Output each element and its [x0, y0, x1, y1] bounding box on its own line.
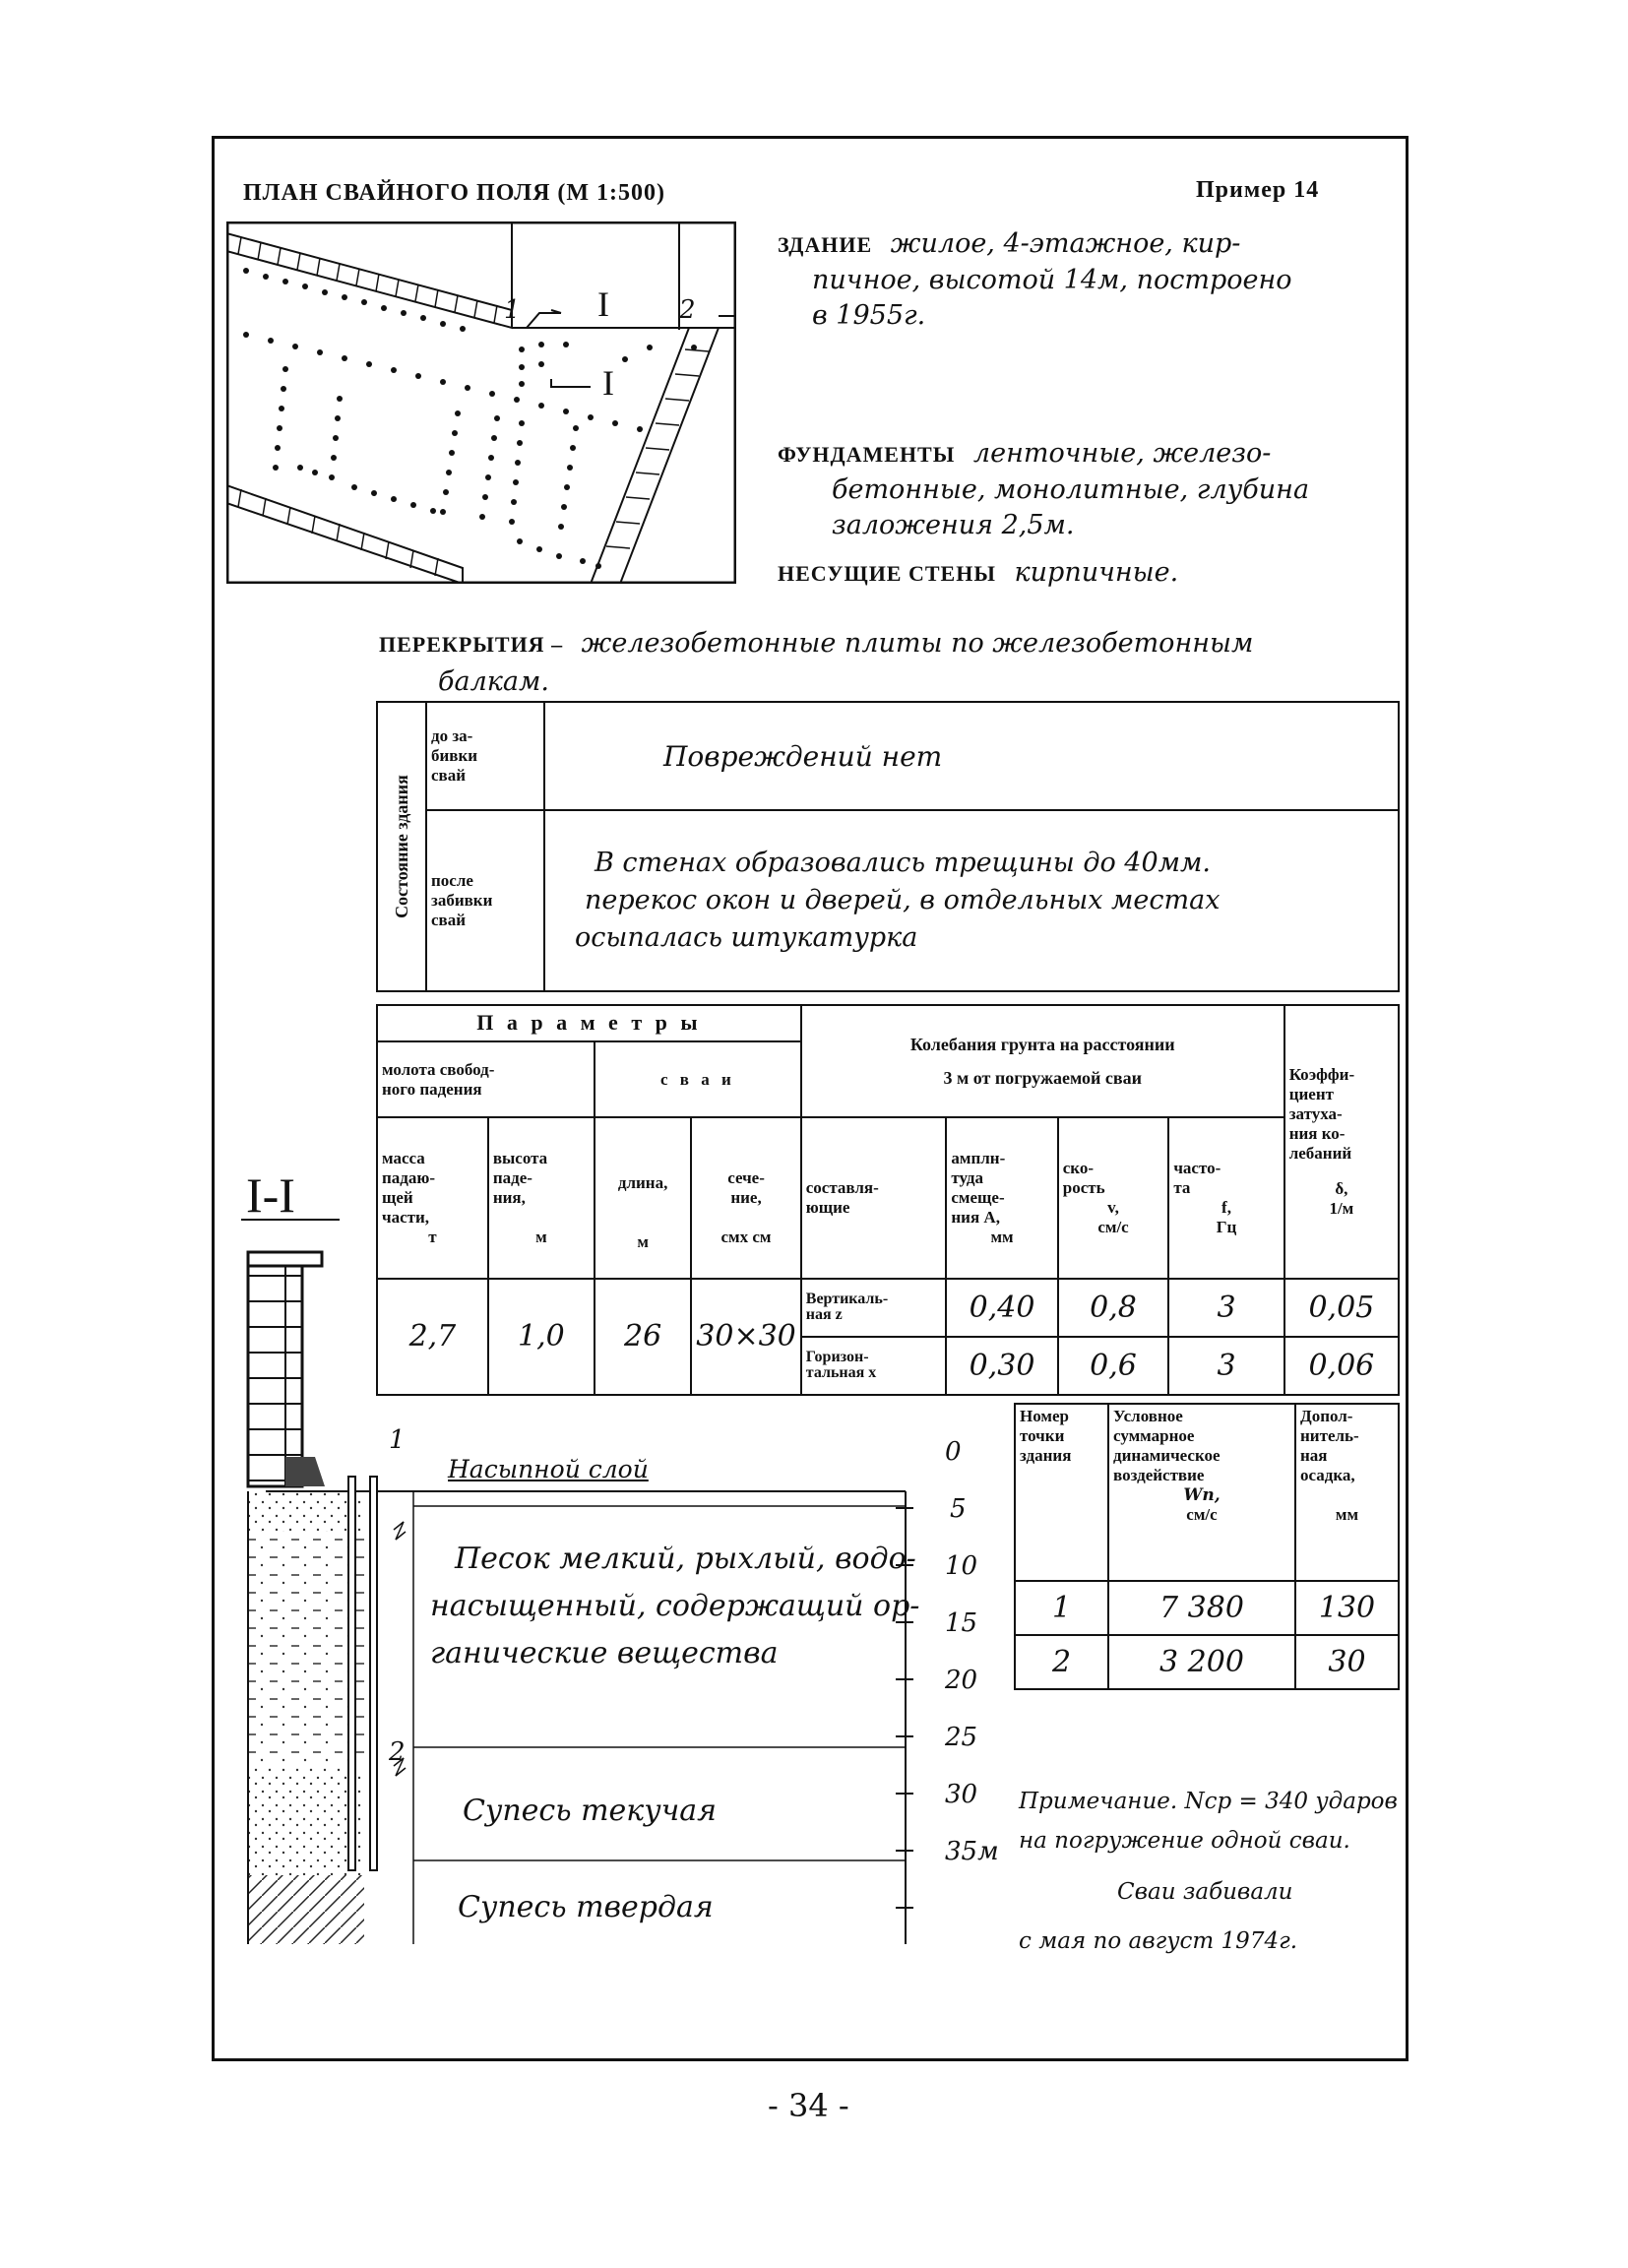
building-label: ЗДАНИЕ — [778, 232, 873, 257]
col-mass-unit: т — [428, 1227, 437, 1246]
hammer-header-line-1: молота свобод- — [382, 1059, 495, 1079]
after-text-line-3: осыпалась штукатурка — [575, 922, 918, 953]
note-line-2: на погружение одной сваи. — [1019, 1828, 1350, 1854]
length-value: 26 — [595, 1279, 691, 1395]
col-ampl-line-1: амплн- — [951, 1148, 1006, 1167]
layer-fill: Насыпной слой — [448, 1455, 649, 1483]
col-speed-line-2: рость — [1062, 1177, 1105, 1197]
col-settle-line-2: нитель- — [1300, 1426, 1359, 1445]
col-section-line-1: сече- — [727, 1167, 765, 1187]
building-text-2: пичное, высотой 14м, построено — [812, 265, 1292, 295]
layer-solid-sandy-loam: Супесь твердая — [458, 1890, 714, 1924]
col-impact-line-2: суммарное — [1113, 1426, 1195, 1445]
col-mass-line-4: части, — [382, 1207, 430, 1227]
col-ampl-line-3: смеще- — [951, 1187, 1005, 1207]
section-value: 30×30 — [691, 1279, 800, 1395]
foundations-text-2: бетонные, монолитные, глубина — [832, 474, 1310, 505]
before-label-line-2: бивки — [431, 746, 478, 765]
speed-horizontal: 0,6 — [1058, 1337, 1169, 1395]
walls-label: НЕСУЩИЕ СТЕНЫ — [778, 561, 996, 586]
comp-vertical-line-2: ная z — [805, 1306, 843, 1324]
col-impact-symbol: Wп, — [1183, 1485, 1221, 1505]
comp-horizontal-line-1: Горизон- — [805, 1349, 869, 1366]
col-section-line-2: ние, — [730, 1187, 762, 1207]
impact-point-1: 1 — [1015, 1581, 1108, 1635]
col-height-unit: м — [535, 1227, 547, 1246]
condition-after-text — [544, 810, 1399, 991]
col-height-line-2: паде- — [492, 1167, 532, 1187]
foundations-label: ФУНДАМЕНТЫ — [778, 442, 956, 467]
col-mass-line-3: щей — [382, 1187, 413, 1207]
note-line-1: Примечание. Nср = 340 ударов — [1019, 1789, 1398, 1814]
building-text-3: в 1955г. — [812, 300, 926, 331]
foundations-description — [778, 436, 1388, 543]
depth-0: 0 — [945, 1437, 962, 1467]
col-ampl-unit: мм — [990, 1227, 1014, 1246]
col-impact-unit: см/с — [1186, 1505, 1218, 1524]
col-settle-line-3: ная — [1300, 1446, 1328, 1465]
depth-15: 15 — [945, 1608, 978, 1638]
building-description — [778, 226, 1388, 334]
depth-20: 20 — [945, 1666, 978, 1695]
col-impact-line-1: Условное — [1113, 1407, 1183, 1425]
example-label: Пример 14 — [1196, 177, 1320, 203]
condition-table — [376, 701, 1400, 992]
before-label-line-3: свай — [431, 766, 467, 785]
settle-value-1: 130 — [1295, 1581, 1399, 1635]
col-freq-line-1: часто- — [1173, 1158, 1221, 1177]
mass-value: 2,7 — [377, 1279, 488, 1395]
col-impact-line-3: динамическое — [1113, 1446, 1221, 1465]
comp-vertical-line-1: Вертикаль- — [805, 1291, 889, 1308]
condition-after-label — [426, 810, 544, 991]
coef-header — [1284, 1005, 1399, 1279]
impact-value-2: 3 200 — [1108, 1635, 1295, 1689]
speed-vertical: 0,8 — [1058, 1279, 1169, 1337]
col-height-line-3: ния, — [492, 1187, 526, 1207]
note — [1019, 1782, 1403, 1961]
after-label-line-3: свай — [431, 911, 467, 929]
coef-header-line-1: Коэффи- — [1288, 1064, 1355, 1084]
col-ampl-line-4: ния А, — [951, 1207, 1000, 1227]
plan-section-mark-top: I — [597, 284, 609, 324]
floors-description — [379, 625, 1373, 701]
depth-10: 10 — [945, 1551, 978, 1581]
vibration-header — [801, 1005, 1284, 1117]
after-text-line-1: В стенах образовались трещины до 40мм. — [595, 848, 1212, 878]
col-freq-line-2: та — [1173, 1177, 1191, 1197]
section-mark-1: 1 — [389, 1425, 406, 1455]
pile-field-plan-svg — [226, 221, 736, 584]
coef-header-symbol: δ, — [1335, 1178, 1348, 1198]
freq-vertical: 3 — [1168, 1279, 1284, 1337]
layer-sand — [430, 1536, 919, 1677]
col-mass-line-1: масса — [382, 1148, 425, 1167]
piles-header: с в а и — [595, 1041, 801, 1118]
col-settle-header — [1295, 1404, 1399, 1581]
coef-vertical: 0,05 — [1284, 1279, 1399, 1337]
foundations-text-1: ленточные, железо- — [972, 438, 1272, 469]
settle-value-2: 30 — [1295, 1635, 1399, 1689]
walls-description — [778, 557, 1178, 588]
hammer-header — [377, 1041, 595, 1118]
foundations-text-3: заложения 2,5м. — [832, 510, 1075, 540]
coef-header-line-4: ния ко- — [1288, 1123, 1346, 1143]
condition-side-cell — [377, 702, 426, 991]
depth-25: 25 — [945, 1723, 978, 1752]
col-section-unit: смх см — [720, 1227, 772, 1246]
note-line-3: Сваи забивали — [1117, 1879, 1293, 1905]
after-label-line-1: после — [431, 871, 473, 890]
layer-sand-line-2: насыщенный, содержащий ор- — [430, 1589, 920, 1623]
comp-horizontal-line-2: тальная x — [805, 1364, 877, 1382]
col-freq-unit: Гц — [1216, 1217, 1237, 1236]
col-length-line-1: длина, — [617, 1172, 668, 1192]
plan-mark-2: 2 — [679, 295, 696, 325]
impact-table — [1014, 1403, 1400, 1690]
section-label-underline — [241, 1219, 340, 1221]
params-header: П а р а м е т р ы — [377, 1005, 801, 1041]
after-label-line-2: забивки — [431, 891, 493, 910]
ampl-vertical: 0,40 — [946, 1279, 1057, 1337]
col-ampl-line-2: туда — [951, 1167, 984, 1187]
plan-section-mark-bottom: I — [602, 363, 614, 403]
col-impact-header — [1108, 1404, 1295, 1581]
impact-value-1: 7 380 — [1108, 1581, 1295, 1635]
freq-horizontal: 3 — [1168, 1337, 1284, 1395]
ampl-horizontal: 0,30 — [946, 1337, 1057, 1395]
col-freq-symbol: f, — [1221, 1197, 1231, 1217]
after-text-line-2: перекос окон и дверей, в отдельных местах — [585, 885, 1221, 915]
col-comp-line-2: ющие — [805, 1197, 850, 1217]
condition-before-label — [426, 702, 544, 810]
col-impact-line-4: воздействие — [1113, 1466, 1205, 1484]
vibration-header-line-1: Колебания грунта на расстоянии — [909, 1035, 1175, 1055]
floors-label: ПЕРЕКРЫТИЯ – — [379, 632, 564, 657]
col-speed-header — [1058, 1117, 1169, 1278]
col-comp-line-1: составля- — [805, 1177, 879, 1197]
layer-sand-line-3: ганические вещества — [430, 1636, 779, 1670]
section-mark-2: 2 — [389, 1737, 406, 1767]
building-text-1: жилое, 4-этажное, кир- — [890, 228, 1241, 259]
col-point-line-1: Номер — [1020, 1407, 1069, 1425]
impact-point-2: 2 — [1015, 1635, 1108, 1689]
col-settle-line-1: Допол- — [1300, 1407, 1353, 1425]
col-length-unit: м — [637, 1231, 649, 1251]
walls-text: кирпичные. — [1014, 557, 1179, 588]
col-ampl-header — [946, 1117, 1057, 1278]
before-label-line-1: до за- — [431, 726, 473, 745]
vibration-header-line-2: 3 м от погружаемой сваи — [943, 1068, 1142, 1089]
col-speed-line-1: ско- — [1062, 1158, 1095, 1177]
coef-header-line-5: лебаний — [1288, 1143, 1352, 1163]
plan-mark-1: 1 — [504, 295, 521, 325]
col-point-header — [1015, 1404, 1108, 1581]
hammer-header-line-2: ного падения — [382, 1079, 482, 1099]
coef-header-line-3: затуха- — [1288, 1103, 1343, 1123]
condition-side-label: Состояние здания — [392, 775, 411, 918]
plan-title: ПЛАН СВАЙНОГО ПОЛЯ (М 1:500) — [243, 180, 666, 206]
depth-5: 5 — [950, 1494, 967, 1524]
col-speed-symbol: v, — [1107, 1197, 1119, 1217]
layer-fluid-sandy-loam: Супесь текучая — [463, 1794, 718, 1828]
section-label: I-I — [246, 1167, 295, 1223]
page-number: - 34 - — [768, 2087, 849, 2124]
col-point-line-2: точки — [1020, 1426, 1065, 1445]
col-height-line-1: высота — [492, 1148, 548, 1167]
col-freq-header — [1168, 1117, 1284, 1278]
floors-text-1: железобетонные плиты по железобетонным — [581, 628, 1254, 659]
coef-header-line-2: циент — [1288, 1084, 1334, 1103]
pile-field-plan — [226, 221, 736, 584]
col-settle-line-4: осадка, — [1300, 1466, 1355, 1484]
floors-text-2: балкам. — [438, 666, 549, 697]
depth-30: 30 — [945, 1780, 978, 1809]
col-speed-unit: см/с — [1097, 1217, 1129, 1236]
note-line-4: с мая по август 1974г. — [1019, 1928, 1298, 1954]
layer-sand-line-1: Песок мелкий, рыхлый, водо- — [455, 1542, 916, 1576]
coef-horizontal: 0,06 — [1284, 1337, 1399, 1395]
depth-35: 35м — [945, 1837, 999, 1866]
condition-before-text: Повреждений нет — [544, 702, 1399, 810]
coef-header-unit: 1/м — [1329, 1198, 1354, 1218]
col-point-line-3: здания — [1020, 1446, 1072, 1465]
col-mass-line-2: падаю- — [382, 1167, 436, 1187]
height-value: 1,0 — [488, 1279, 595, 1395]
col-settle-unit: мм — [1335, 1505, 1359, 1524]
